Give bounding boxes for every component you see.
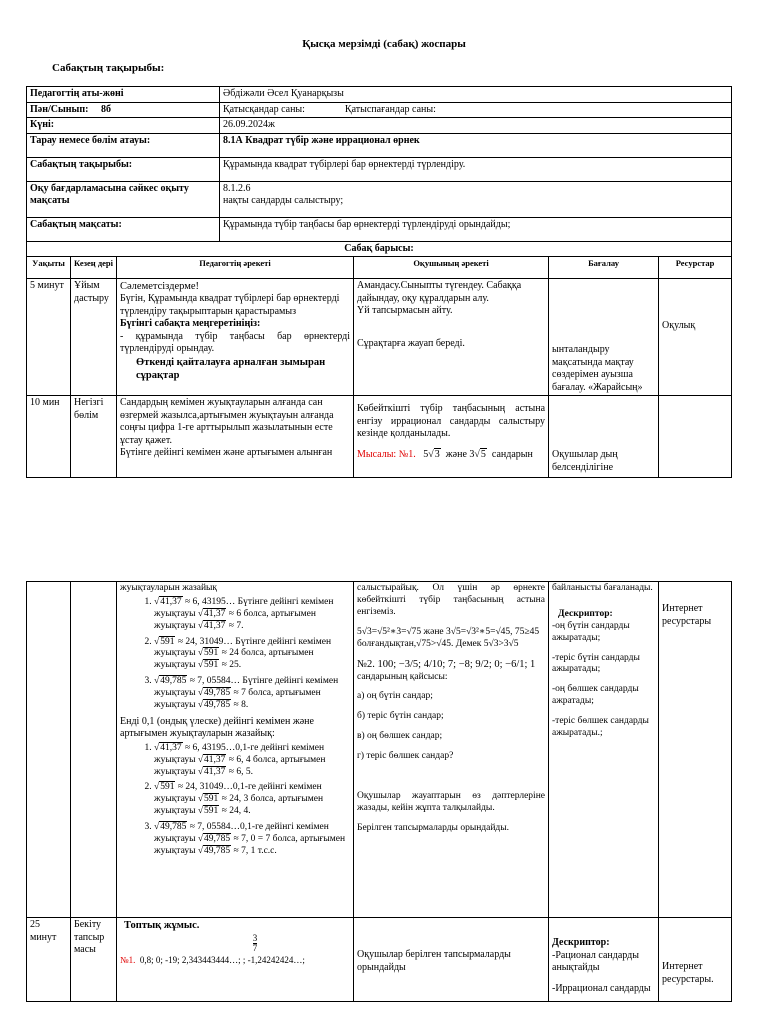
goal-label: Сабақтың мақсаты: [27,217,220,241]
cont-student: салыстырайық. Ол үшін әр өрнекте көбейткішті түбір таңбасының астына енгіземіз. 5√3=√5²∗3=√75 және 3√5=√3²∗5=√45, 75≥45 болғандықтан,√75>√45. Демек 5√3>3√5 №2. 100; −3/5; 4/10; 7; −8; 9/2; 0; −6/1; 1 сандарының қайсысы: а) оң бүтін сандар; б) теріс бүтін сандар; в) оң бөлшек сандар; г) теріс бөлшек сандар? Оқушылар жауаптарын өз дәптерлеріне жазады, кейін жұпта талқылайды. Берілген тапсырмаларды орындайды. [354,582,549,918]
cont-teacher: жуықтауларын жазайық 1. √41,37 ≈ 6, 43195… Бүтінге дейінгі кемімен жуықтауы √41,37 ≈ 6 болса, артығымен жуықтауы √41,37 ≈ 7. 2. √591 ≈ 24, 31049… Бүтінге дейінгі кемімен жуықтауы √591 ≈ 24 болса, артығымен жуықтауы √591 ≈ 25. 3. √49,785 ≈ 7, 05584… Бүтінге дейінгі кемімен жуықтауы √49,785 ≈ 7 болса, артығымен жуықтауы √49,785 ≈ 8. Енді 0,1 (ондық үлеске) дейінгі кемімен және артығымен жуықтауларын жазайық: 1. √41,37 ≈ 6, 43195…0,1-ге дейінгі кемімен жуықтауы √41,37 ≈ 6, 4 болса, артығымен жуықтауы √41,37 ≈ 6, 5. 2. √591 ≈ 24, 31049…0,1-ге дейінгі кемімен жуықтауы √591 ≈ 24, 3 болса, артығымен жуықтауы √591 ≈ 24, 4. 3. √49,785 ≈ 7, 05584…0,1-ге дейінгі кемімен жуықтауы √49,785 ≈ 7, 0 = 7 болса, артығымен жуықтауы √49,785 ≈ 7, 1 т.с.с. [117,582,354,918]
row1-assessment: ынталандыру мақсатында мақтау сөздерімен ауызша бағалау. «Жарайсың» [549,279,659,396]
cont-resources: Интернет ресурстары [659,582,732,918]
row2-teacher: Сандардың кемімен жуықтауларын алғанда сан өзгермей жазылса,артығымен жуықтауын алғанда соңғы цифра 1-ге арттырылып жазылатынын есте ұстау қажет. Бүтінге дейінгі кемімен және артығымен алынған [117,396,354,478]
row1-student: Амандасу.Сыныпты түгендеу. Сабаққа дайындау, оқу құралдарын алу. Үй тапсырмасын айту. Сұрақтарға жауап береді. [354,279,549,396]
topic-heading: Сабақтың тақырыбы: [52,62,165,74]
row3-student: Оқушылар берілген тапсырмаларды орындайды [354,918,549,1002]
table-row [27,396,732,478]
row3-teacher: Топтық жұмыс. $\frac{3}{7}$ №1. 0,8; 0; -19; 2,343443444…; ; -1,24242424…; [117,918,354,1002]
row3-time: 25 минут [27,918,71,1002]
goal-value: Құрамында түбір таңбасы бар өрнектерді түрлендіруді орындайды; [220,217,732,241]
row2-resources [659,396,732,478]
row3-assessment: Дескриптор: -Рационал сандарды анықтайды -Иррационал сандарды [549,918,659,1002]
row2-time: 10 мин [27,396,71,478]
row3-stage: Бекіту тапсыр масы [71,918,117,1002]
lesson-plan-table-continued [26,581,732,1002]
table-row [27,279,732,396]
cont-assessment: байланысты бағаланады. Дескриптор: -оң бүтін сандарды ажыратады; -теріс бүтін сандарды ажыратады; -оң бөлшек сандарды ажратады; -теріс бөлшек сандарды ажыратады.; [549,582,659,918]
lesson-plan-table [26,86,732,478]
date-value: 26.09.2024ж [220,118,732,134]
table-row [27,918,732,1002]
col-assessment: Бағалау [549,257,659,279]
row1-stage: Ұйым дастыру [71,279,117,396]
row2-student: Көбейткішті түбір таңбасының астына енгізу иррационал сандарды салыстыру кезінде қолданылады. Мысалы: №1. 5√3 және 3√5 сандарын [354,396,549,478]
lesson-topic-label: Сабақтың тақырыбы: [27,157,220,181]
lesson-topic-value: Құрамында квадрат түбірлері бар өрнектерді түрлендіру. [220,157,732,181]
progress-title: Сабақ барысы: [27,241,732,257]
subject-grade: Пән/Сынып: 8б [27,102,220,118]
objectives-label: Оқу бағдарламасына сәйкес оқыту мақсаты [27,181,220,217]
date-label: Күні: [27,118,220,134]
col-stage: Кезең дері [71,257,117,279]
section-label: Тарау немесе бөлім атауы: [27,133,220,157]
row2-assessment: Оқушылар дың белсенділігіне [549,396,659,478]
objectives-value: 8.1.2.6 нақты сандарды салыстыру; [220,181,732,217]
col-teacher: Педагогтің әрекеті [117,257,354,279]
col-student: Оқушының әрекеті [354,257,549,279]
col-resources: Ресурстар [659,257,732,279]
row1-time: 5 минут [27,279,71,396]
col-time: Уақыты [27,257,71,279]
teacher-label: Педагогтің аты-жөні [27,87,220,103]
row1-teacher: Сәлеметсіздерме! Бүгін, Құрамында квадрат түбірлері бар өрнектерді түрлендіру тақырыптарын қарастырамыз Бүгінгі сабақта меңгеретініңіз: - құрамында түбір таңбасы бар өрнектерді түрлендіруді орындау. Өткенді қайталауға арналған зымыран сұрақтар [117,279,354,396]
row1-resources: Оқулық [659,279,732,396]
attendance: Қатысқандар саны: Қатыспағандар саны: [220,102,732,118]
row2-stage: Негізгі бөлім [71,396,117,478]
section-value: 8.1А Квадрат түбір және иррационал өрнек [220,133,732,157]
page-title: Қысқа мерзімді (сабақ) жоспары [302,38,466,50]
row3-resources: Интернет ресурстары. [659,918,732,1002]
table-row [27,582,732,918]
teacher-value: Әбдіжәли Әсел Қуанарқызы [220,87,732,103]
